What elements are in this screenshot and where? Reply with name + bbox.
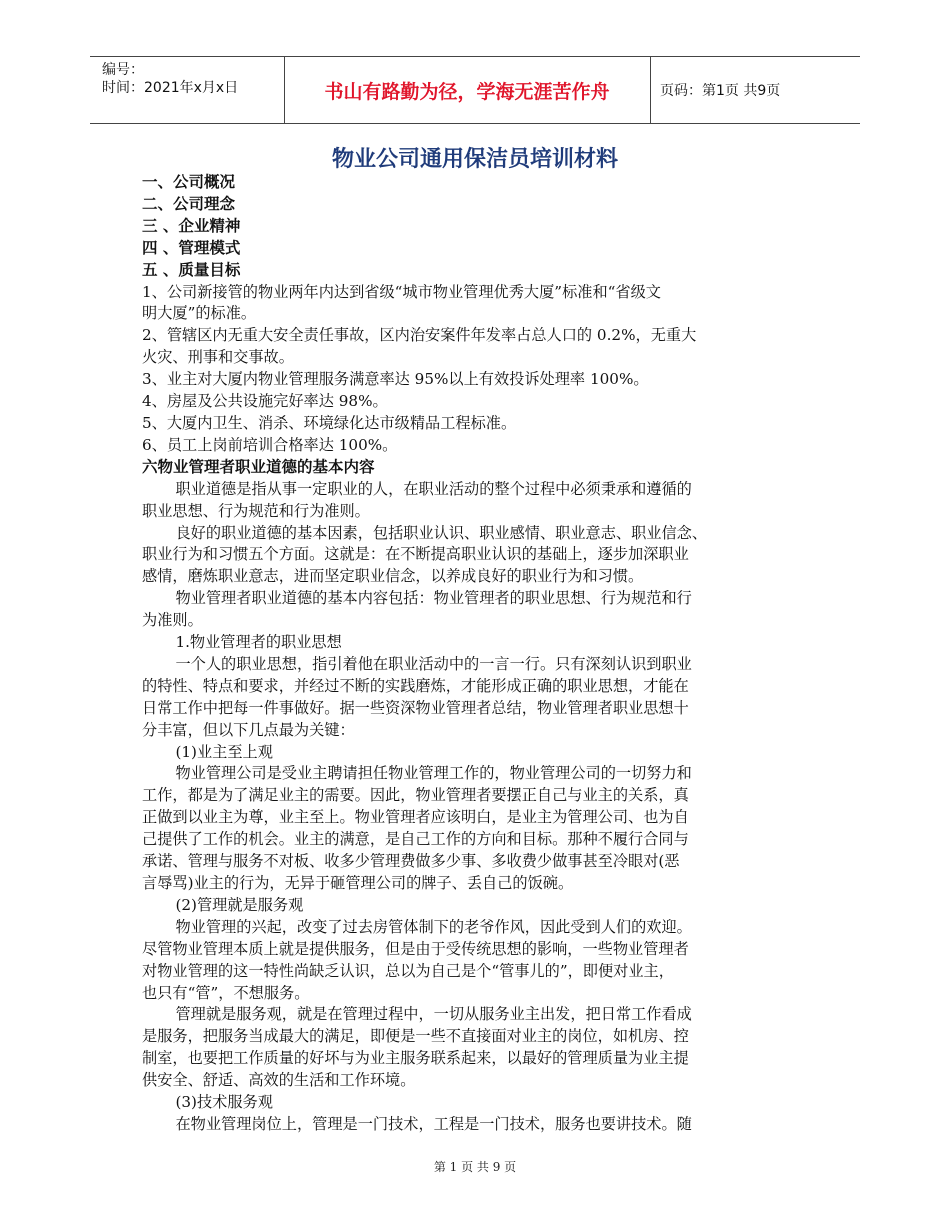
paragraph	[142, 588, 832, 632]
paragraph-line: 供安全、舒适、高效的生活和工作环境。	[142, 1071, 416, 1090]
paragraph	[142, 632, 832, 654]
paragraph-line: 一个人的职业思想，指引着他在职业活动中的一言一行。只有深刻认识到职业	[175, 654, 692, 673]
goal-line: 3、业主对大厦内物业管理服务满意率达 95%以上有效投诉处理率 100%。	[142, 370, 649, 389]
document-title: 物业公司通用保洁员培训材料	[331, 147, 618, 172]
header-divider	[284, 57, 285, 123]
paragraph-line: 承诺、管理与服务不对板、收多少管理费做多少事、多收费少做事甚至冷眼对(恶	[142, 852, 680, 871]
paragraph-line: 是服务，把服务当成最大的满足，即便是一些不直接面对业主的岗位，如机房、控	[142, 1027, 689, 1046]
paragraph-line: 言辱骂)业主的行为，无异于砸管理公司的牌子、丢自己的饭碗。	[142, 874, 574, 892]
paragraph-line: 良好的职业道德的基本因素，包括职业认识、职业感情、职业意志、职业信念、	[175, 523, 707, 542]
paragraph-line: 职业道德是指从事一定职业的人，在职业活动的整个过程中必须秉承和遵循的	[175, 479, 692, 498]
paragraph-line: 管理就是服务观，就是在管理过程中，一切从服务业主出发，把日常工作看成	[175, 1005, 692, 1024]
page-header	[90, 56, 860, 124]
paragraph-line: 感情，磨炼职业意志，进而坚定职业信念，以养成良好的职业行为和习惯。	[142, 567, 644, 586]
paragraph	[142, 742, 832, 764]
section-heading: 二、公司理念	[142, 194, 236, 213]
paragraph-line: 己提供了工作的机会。业主的满意，是自己工作的方向和目标。那种不履行合同与	[142, 830, 689, 849]
paragraph	[142, 1114, 832, 1136]
paragraph	[142, 479, 832, 523]
paragraph	[142, 895, 832, 917]
goal-line: 4、房屋及公共设施完好率达 98%。	[142, 392, 388, 411]
header-page-info: 页码：第1页 共9页	[660, 83, 781, 99]
paragraph-line: 尽管物业管理本质上就是提供服务，但是由于受传统思想的影响，一些物业管理者	[142, 939, 689, 958]
header-motto: 书山有路勤为径，学海无涯苦作舟	[324, 80, 610, 103]
section-heading: 一、公司概况	[142, 173, 236, 191]
paragraph-line: 职业思想、行为规范和行为准则。	[142, 501, 370, 520]
header-divider	[650, 57, 651, 123]
paragraph-line: 分丰富，但以下几点最为关键：	[142, 720, 355, 739]
goal-line: 1、公司新接管的物业两年内达到省级“城市物业管理优秀大厦”标准和“省级文	[142, 282, 661, 301]
paragraph-line: 正做到以业主为尊，业主至上。物业管理者应该明白，是业主为管理公司、也为自	[142, 808, 689, 827]
paragraph-line: 在物业管理岗位上，管理是一门技术，工程是一门技术，服务也要讲技术。随	[175, 1114, 692, 1133]
paragraph	[142, 523, 832, 589]
page-footer: 第 1 页 共 9 页	[433, 1160, 517, 1174]
goal-list	[142, 282, 832, 457]
paragraph-line: 职业行为和习惯五个方面。这就是：在不断提高职业认识的基础上，逐步加深职业	[142, 545, 689, 564]
goal-line: 6、员工上岗前培训合格率达 100%。	[142, 435, 398, 454]
paragraph-line: 的特性、特点和要求，并经过不断的实践磨炼，才能形成正确的职业思想，才能在	[142, 676, 689, 695]
section-heading: 四 、管理模式	[142, 238, 241, 257]
paragraphs	[142, 479, 832, 1136]
paragraph-line: 为准则。	[142, 611, 203, 630]
paragraph-line: (1)业主至上观	[175, 742, 273, 761]
paragraph-line: 也只有“管”，不想服务。	[142, 983, 310, 1002]
paragraph	[142, 1092, 832, 1114]
paragraph-line: 对物业管理的这一特性尚缺乏认识，总以为自己是个“管事儿的”，即便对业主，	[142, 961, 674, 980]
paragraph-line: (2)管理就是服务观	[175, 895, 304, 914]
paragraph	[142, 1004, 832, 1092]
paragraph	[142, 654, 832, 742]
paragraph-line: 1.物业管理者的职业思想	[175, 633, 342, 652]
goal-line: 2、管辖区内无重大安全责任事故，区内治安案件年发率占总人口的 0.2%，无重大	[142, 326, 697, 345]
paragraph-line: 日常工作中把每一件事做好。据一些资深物业管理者总结，物业管理者职业思想十	[142, 698, 689, 717]
paragraph	[142, 763, 832, 894]
document-body	[142, 172, 832, 1136]
paragraph	[142, 917, 832, 1005]
paragraph-line: (3)技术服务观	[175, 1093, 273, 1112]
paragraph-line: 工作，都是为了满足业主的需要。因此，物业管理者要摆正自己与业主的关系，真	[142, 786, 689, 805]
paragraph-line: 物业管理者职业道德的基本内容包括：物业管理者的职业思想、行为规范和行	[175, 589, 692, 608]
number-label: 编号：	[102, 62, 144, 78]
goal-line: 5、大厦内卫生、消杀、环境绿化达市级精品工程标准。	[142, 413, 517, 432]
goal-line: 明大厦”的标准。	[142, 304, 257, 323]
paragraph-line: 物业管理公司是受业主聘请担任物业管理工作的，物业管理公司的一切努力和	[175, 764, 692, 783]
paragraph-line: 物业管理的兴起，改变了过去房管体制下的老爷作风，因此受到人们的欢迎。	[175, 917, 692, 936]
paragraph-line: 制室，也要把工作质量的好坏与为业主服务联系起来，以最好的管理质量为业主提	[142, 1049, 689, 1068]
section-heading: 五 、质量目标	[142, 260, 241, 279]
header-meta	[102, 61, 238, 97]
section-heading: 三 、企业精神	[142, 216, 241, 235]
section-heading: 六物业管理者职业道德的基本内容	[142, 457, 375, 476]
goal-line: 火灾、刑事和交事故。	[142, 348, 294, 367]
time-label: 时间：2021年x月x日	[102, 80, 239, 96]
